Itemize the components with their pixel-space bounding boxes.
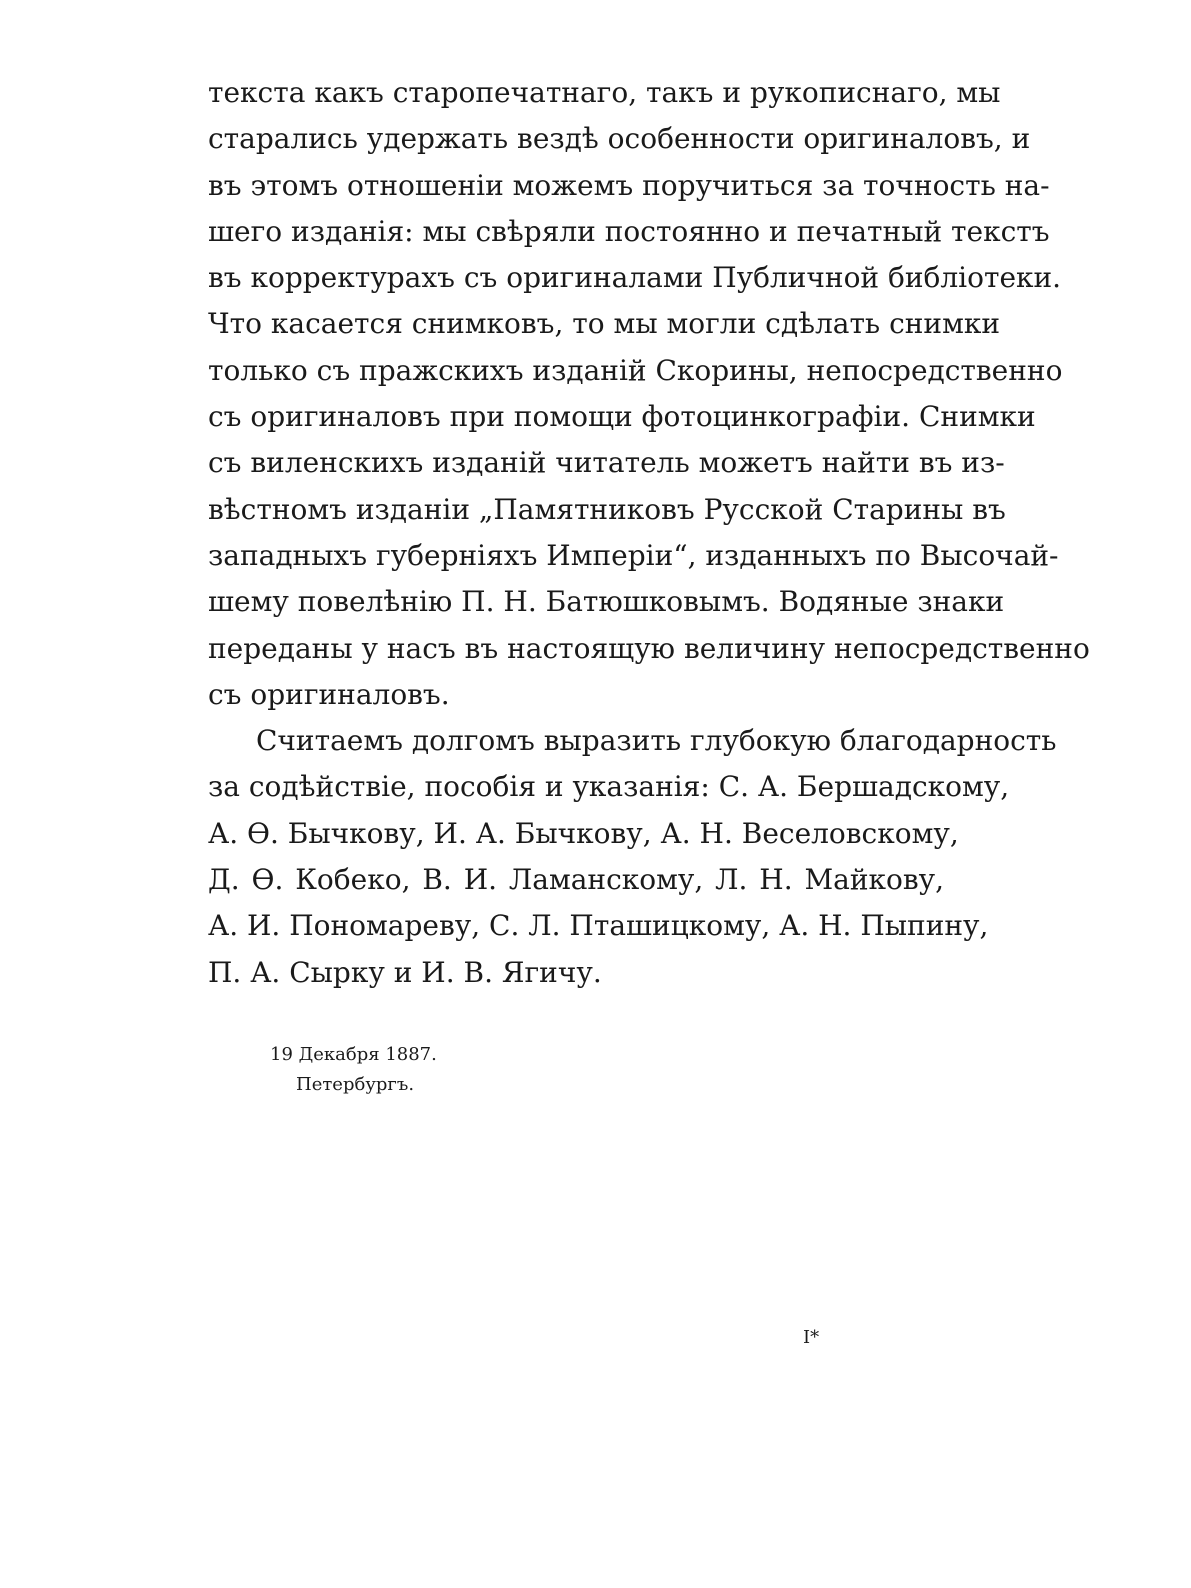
text-line: Что касается снимковъ, то мы могли сдѣлать снимки [208, 307, 1001, 341]
text-line: въ корректурахъ съ оригиналами Публичной библіотеки. [208, 261, 1062, 295]
text-line: шему повелѣнію П. Н. Батюшковымъ. Водяные знаки [208, 585, 1005, 619]
text-line: Считаемъ долгомъ выразить глубокую благодарность [256, 724, 1057, 758]
text-line: старались удержать вездѣ особенности оригиналовъ, и [208, 122, 1031, 156]
text-line: шего изданія: мы свѣряли постоянно и печатный текстъ [208, 214, 1050, 248]
text-line: П. А. Сырку и И. В. Ягичу. [208, 955, 602, 989]
text-line: съ оригиналовъ при помощи фотоцинкографіи. Снимки [208, 400, 1036, 434]
page-number: I* [803, 1327, 820, 1348]
signature-date: 19 Декабря 1887. [270, 1044, 437, 1065]
signature-block [270, 1040, 437, 1100]
text-line: съ виленскихъ изданій читатель можетъ найти въ из- [208, 446, 1005, 480]
text-line: только съ пражскихъ изданій Скорины, непосредственно [208, 353, 1063, 387]
text-line: Д. Ѳ. Кобеко, В. И. Ламанскому, Л. Н. Майкову, [208, 863, 944, 897]
text-line: съ оригиналовъ. [208, 677, 450, 711]
paragraph-1 [208, 70, 1090, 718]
text-line: за содѣйствіе, пособія и указанія: С. А. Бершадскому, [208, 770, 1010, 804]
text-line: А. Ѳ. Бычкову, И. А. Бычкову, А. Н. Веселовскому, [208, 816, 959, 850]
text-line: переданы у насъ въ настоящую величину непосредственно [208, 631, 1090, 665]
text-line: А. И. Пономареву, С. Л. Пташицкому, А. Н. Пыпину, [208, 909, 989, 943]
body-text [208, 70, 1090, 996]
paragraph-2 [208, 718, 1057, 996]
text-line: западныхъ губерніяхъ Имперіи“, изданныхъ по Высочай- [208, 538, 1059, 572]
text-line: въ этомъ отношеніи можемъ поручиться за точность на- [208, 168, 1050, 202]
text-line: текста какъ старопечатнаго, такъ и рукописнаго, мы [208, 76, 1001, 109]
signature-place: Петербургъ. [296, 1074, 415, 1095]
text-line: вѣстномъ изданіи „Памятниковъ Русской Старины въ [208, 492, 1006, 526]
